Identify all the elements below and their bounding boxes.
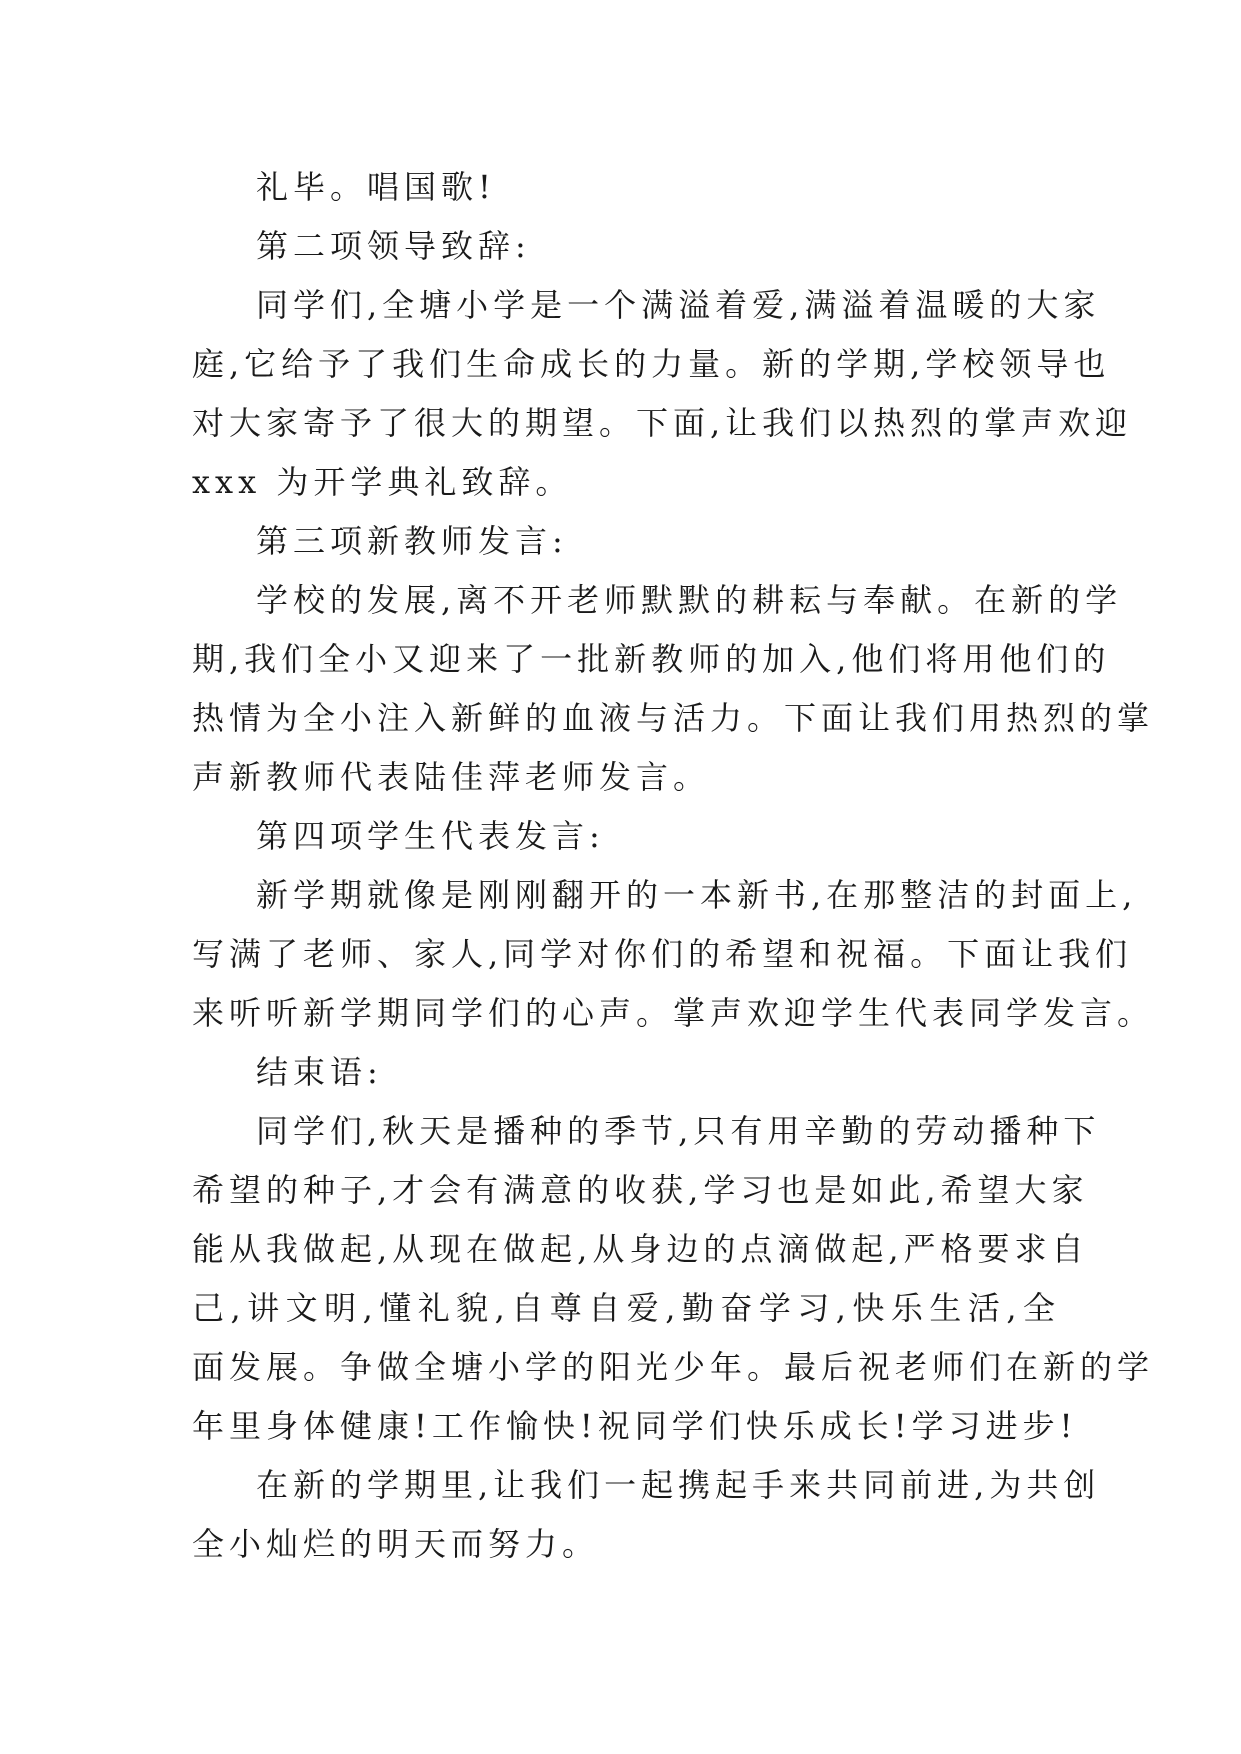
text-line: 新学期就像是刚刚翻开的一本新书,在那整洁的封面上, (256, 876, 1138, 914)
section-heading: 第二项领导致辞: (256, 227, 531, 265)
text-line: 同学们,秋天是播种的季节,只有用辛勤的劳动播种下 (256, 1112, 1101, 1150)
text-line: 礼毕。唱国歌! (256, 168, 496, 206)
section-heading: 结束语: (256, 1053, 383, 1091)
document-body (192, 158, 1155, 1574)
text-line: 来听听新学期同学们的心声。掌声欢迎学生代表同学发言。 (192, 994, 1155, 1032)
text-line: 学校的发展,离不开老师默默的耕耘与奉献。在新的学 (256, 581, 1123, 619)
text-line: 热情为全小注入新鲜的血液与活力。下面让我们用热烈的掌 (192, 699, 1155, 737)
text-line: 年里身体健康!工作愉快!祝同学们快乐成长!学习进步! (192, 1407, 1078, 1445)
text-line: 同学们,全塘小学是一个满溢着爱,满溢着温暖的大家 (256, 286, 1101, 324)
section-heading: 第三项新教师发言: (256, 522, 568, 560)
text-line: 写满了老师、家人,同学对你们的希望和祝福。下面让我们 (192, 935, 1133, 973)
text-line: 声新教师代表陆佳萍老师发言。 (192, 758, 711, 796)
text-line: xxx 为开学典礼致辞。 (192, 463, 573, 501)
text-line: 面发展。争做全塘小学的阳光少年。最后祝老师们在新的学 (192, 1348, 1155, 1386)
text-line: 全小灿烂的明天而努力。 (192, 1525, 600, 1563)
text-line: 庭,它给予了我们生命成长的力量。新的学期,学校领导也 (192, 345, 1111, 383)
text-line: 对大家寄予了很大的期望。下面,让我们以热烈的掌声欢迎 (192, 404, 1133, 442)
section-heading: 第四项学生代表发言: (256, 817, 605, 855)
text-line: 希望的种子,才会有满意的收获,学习也是如此,希望大家 (192, 1171, 1089, 1209)
text-line: 期,我们全小又迎来了一批新教师的加入,他们将用他们的 (192, 640, 1111, 678)
text-line: 在新的学期里,让我们一起携起手来共同前进,为共创 (256, 1466, 1101, 1504)
text-line: 己,讲文明,懂礼貌,自尊自爱,勤奋学习,快乐生活,全 (192, 1289, 1060, 1327)
text-line: 能从我做起,从现在做起,从身边的点滴做起,严格要求自 (192, 1230, 1089, 1268)
